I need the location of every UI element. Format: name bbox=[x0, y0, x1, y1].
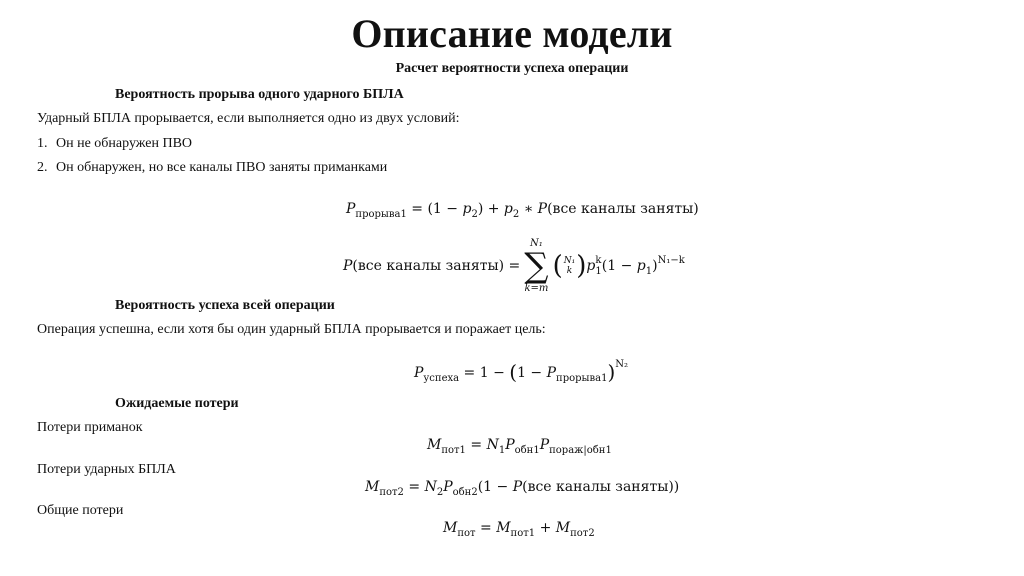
list-item-number: 2. bbox=[37, 160, 48, 175]
loss-label-decoys: Потери приманок bbox=[37, 420, 143, 435]
formula-decoy-losses: $M_{пот1} = N_1P_{обн1}P_{пораж|обн1}$ bbox=[427, 437, 612, 456]
section-intro-operation-success: Операция успешна, если хотя бы один ударный БПЛА прорывается и поражает цель: bbox=[37, 322, 546, 337]
page-title: Описание модели bbox=[351, 11, 673, 56]
binomial-coefficient: N₁ k bbox=[563, 256, 576, 276]
loss-label-total: Общие потери bbox=[37, 503, 124, 518]
loss-label-strike-uav: Потери ударных БПЛА bbox=[37, 462, 176, 477]
list-item-number: 1. bbox=[37, 136, 48, 151]
formula-strike-uav-losses: $M_{пот2} = N_2P_{обн2}(1 - P(все$ каналы заняты)) bbox=[365, 479, 680, 498]
section-intro-breakthrough: Ударный БПЛА прорывается, если выполняется одно из двух условий: bbox=[37, 111, 460, 126]
formula-total-losses: $M_{пот} = M_{пот1} + M_{пот2}$ bbox=[443, 520, 595, 539]
list-item-text: Он не обнаружен ПВО bbox=[56, 136, 193, 151]
list-item bbox=[37, 136, 192, 152]
formula-success-probability: $P_{успеха} = 1 - (1 - P_{прорыва1})^{N_2}$ bbox=[414, 359, 629, 384]
section-heading-expected-losses: Ожидаемые потери bbox=[115, 396, 239, 411]
formula-breakthrough-probability: $P_{прорыва1} = (1 - p_2) + p_2$ ∗ P(все каналы заняты) bbox=[346, 201, 699, 220]
page-subtitle: Расчет вероятности успеха операции bbox=[395, 61, 629, 76]
section-heading-operation-success: Вероятность успеха всей операции bbox=[115, 298, 335, 313]
list-item bbox=[37, 160, 387, 176]
section-heading-breakthrough: Вероятность прорыва одного ударного БПЛА bbox=[115, 87, 404, 102]
sum-operator: N₁ ∑ k=m bbox=[524, 238, 549, 294]
list-item-text: Он обнаружен, но все каналы ПВО заняты приманками bbox=[56, 160, 388, 175]
formula-all-channels-busy: P (все каналы заняты) = N₁ ∑ k=m ( N₁ k ) $p^k_1(1 - p_1)^{N_1-k}$ bbox=[343, 238, 685, 294]
